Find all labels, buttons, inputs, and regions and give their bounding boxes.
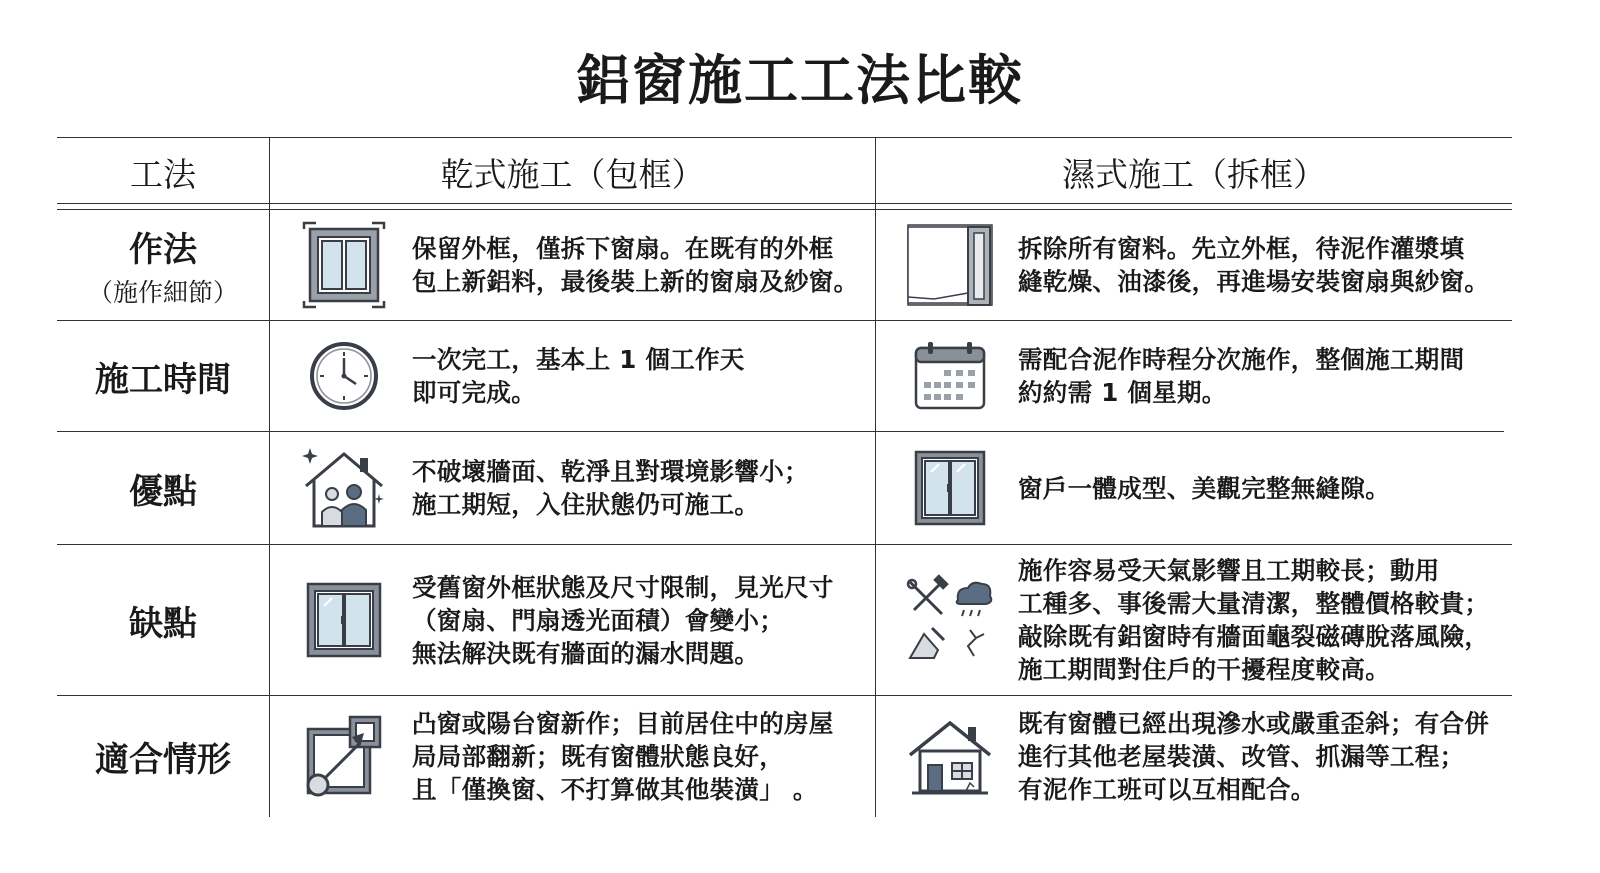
text-line: 工種多、事後需大量清潔，整體價格較貴； <box>1018 589 1490 618</box>
text-line: 一次完工，基本上 1 個工作天 <box>412 345 745 374</box>
text-line: 受舊窗外框狀態及尺寸限制，見光尺寸 <box>412 572 834 602</box>
window-resize-icon <box>298 711 390 803</box>
text-line: 施工期短，入住狀態仍可施工。 <box>412 490 760 519</box>
cell-text <box>1018 232 1489 298</box>
text-line: 不破壞牆面、乾淨且對環境影響小； <box>412 457 809 486</box>
header-wet: 濕式施工（拆框） <box>1062 154 1326 194</box>
comparison-table <box>57 137 1512 817</box>
text-line: 既有窗體已經出現滲水或嚴重歪斜；有合併 <box>1018 709 1490 738</box>
cell-dry-time <box>270 321 875 431</box>
cell-text <box>412 707 834 806</box>
row-label-cons <box>57 545 269 695</box>
row-label-text: 適合情形 <box>95 740 231 780</box>
cell-text <box>412 343 745 409</box>
text-line: 包上新鋁料，最後裝上新的窗扇及紗窗。 <box>412 267 859 296</box>
text-line: 拆除所有窗料。先立外框，待泥作灌漿填 <box>1018 234 1465 263</box>
text-line: 施作容易受天氣影響且工期較長；動用 <box>1018 556 1440 585</box>
row-sublabel-text: （施作細節） <box>87 277 238 307</box>
text-line: 局局部翻新；既有窗體狀態良好， <box>412 742 784 771</box>
sliding-window-icon <box>904 442 996 534</box>
cell-wet-time <box>876 321 1512 431</box>
cell-text <box>1018 707 1489 806</box>
text-line: 進行其他老屋裝潢、改管、抓漏等工程； <box>1018 742 1465 771</box>
row-label-pros <box>57 432 269 544</box>
cell-text <box>412 455 809 521</box>
header-dry: 乾式施工（包框） <box>440 154 705 194</box>
text-line: 敲除既有鋁窗時有牆面龜裂磁磚脫落風險， <box>1018 622 1490 651</box>
old-house-icon <box>904 711 996 803</box>
cell-wet-cons <box>876 545 1512 695</box>
text-line: 需配合泥作時程分次施作，整個施工期間 <box>1018 345 1465 374</box>
row-label-suitable <box>57 696 269 817</box>
text-line: 無法解決既有牆面的漏水問題。 <box>412 638 760 668</box>
row-label-time <box>57 321 269 431</box>
wall-opening-icon <box>904 219 996 311</box>
tools-weather-icon <box>904 574 996 666</box>
text-line: 約約需 1 個星期。 <box>1018 378 1227 407</box>
cell-text <box>1018 472 1390 505</box>
cell-dry-method <box>270 210 875 320</box>
calendar-icon <box>904 330 996 422</box>
cell-text <box>412 571 834 670</box>
clock-icon <box>298 330 390 422</box>
row-label-method <box>57 210 269 320</box>
cell-dry-cons <box>270 545 875 695</box>
text-line: 即可完成。 <box>412 378 536 407</box>
row-label-text: 作法 <box>129 229 197 270</box>
window-frame-icon <box>298 219 390 311</box>
text-line: 且「僅換窗、不打算做其他裝潢」 。 <box>412 775 818 804</box>
cell-wet-method <box>876 210 1512 320</box>
text-line: （窗扇、門扇透光面積）會變小； <box>412 605 784 635</box>
cell-text <box>1018 554 1489 686</box>
text-line: 窗戶一體成型、美觀完整無縫隙。 <box>1018 473 1390 503</box>
text-line: 有泥作工班可以互相配合。 <box>1018 775 1316 804</box>
cell-wet-pros <box>876 432 1512 544</box>
cell-text <box>412 232 858 298</box>
row-label-text: 缺點 <box>129 603 197 644</box>
sliding-window-icon <box>298 574 390 666</box>
text-line: 保留外框，僅拆下窗扇。在既有的外框 <box>412 234 834 263</box>
row-label-text: 施工時間 <box>95 359 231 400</box>
row-label-text: 優點 <box>129 471 197 512</box>
cell-wet-suitable <box>876 696 1512 817</box>
text-line: 縫乾燥、油漆後，再進場安裝窗扇與紗窗。 <box>1018 267 1490 296</box>
text-line: 施工期間對住戶的干擾程度較高。 <box>1018 655 1390 684</box>
cell-dry-suitable <box>270 696 875 817</box>
text-line: 凸窗或陽台窗新作；目前居住中的房屋 <box>412 709 834 738</box>
cell-text <box>1018 343 1464 409</box>
header-method: 工法 <box>130 154 196 194</box>
cell-dry-pros <box>270 432 875 544</box>
house-people-icon <box>298 442 390 534</box>
page-title: 鋁窗施工工法比較 <box>576 48 1024 112</box>
